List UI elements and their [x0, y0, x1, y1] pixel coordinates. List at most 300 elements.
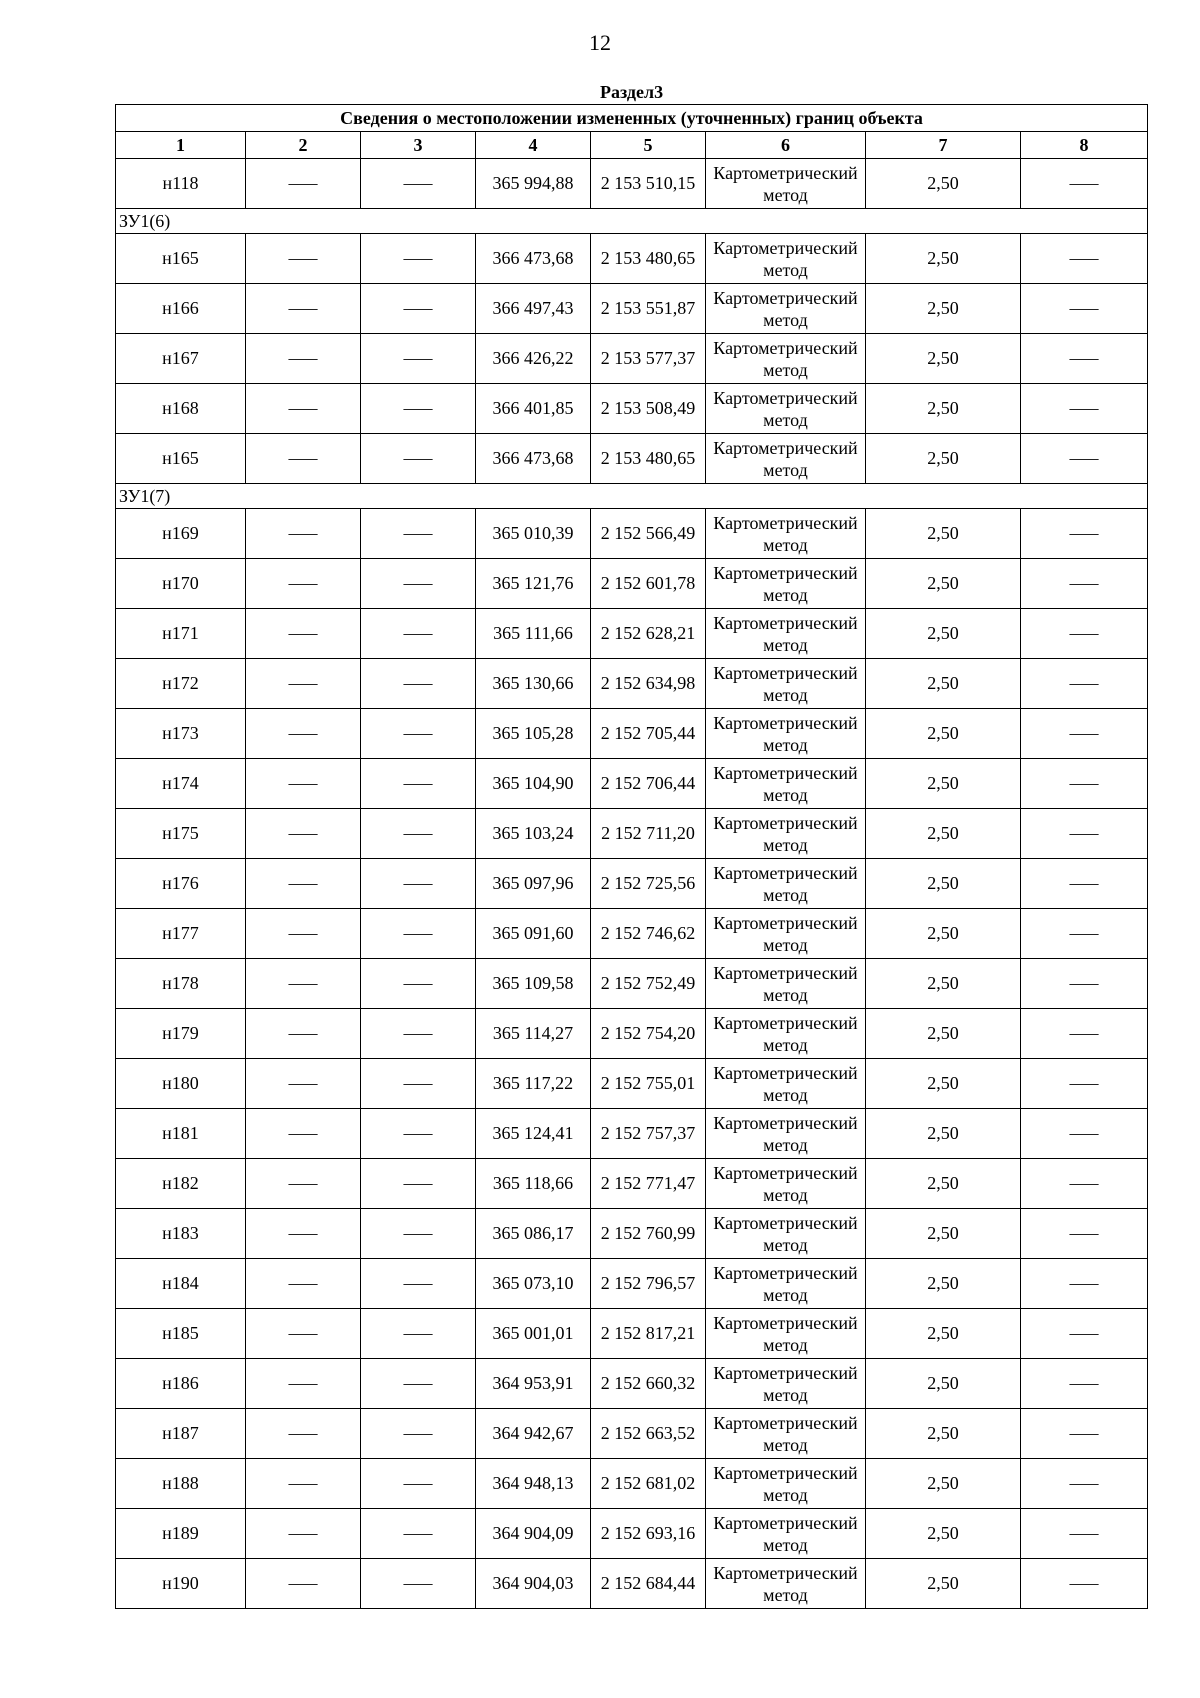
method-cell: Картометрический метод: [706, 1059, 866, 1109]
dash-mark: —: [403, 673, 433, 693]
accuracy-cell: 2,50: [866, 1009, 1021, 1059]
accuracy-cell: 2,50: [866, 434, 1021, 484]
dash-cell: [361, 159, 476, 209]
x-coordinate-cell: 365 091,60: [476, 909, 591, 959]
dash-mark: —: [403, 1023, 433, 1043]
dash-cell: [361, 1259, 476, 1309]
dash-cell: [246, 1459, 361, 1509]
dash-mark: —: [1069, 298, 1099, 318]
dash-cell: [246, 159, 361, 209]
method-cell: Картометрический метод: [706, 1309, 866, 1359]
dash-mark: —: [1069, 723, 1099, 743]
dash-cell: [246, 1009, 361, 1059]
method-cell: Картометрический метод: [706, 1409, 866, 1459]
dash-cell: [246, 234, 361, 284]
table-row: [116, 1059, 1148, 1109]
dash-mark: —: [1069, 1523, 1099, 1543]
dash-cell: [361, 709, 476, 759]
method-cell: Картометрический метод: [706, 809, 866, 859]
x-coordinate-cell: 364 904,09: [476, 1509, 591, 1559]
dash-cell: [246, 1109, 361, 1159]
dash-mark: —: [403, 1073, 433, 1093]
dash-mark: —: [1069, 1373, 1099, 1393]
x-coordinate-cell: 365 097,96: [476, 859, 591, 909]
dash-mark: —: [1069, 448, 1099, 468]
dash-cell: [246, 1059, 361, 1109]
x-coordinate-cell: 365 994,88: [476, 159, 591, 209]
table-row: [116, 1209, 1148, 1259]
dash-cell: [1021, 284, 1148, 334]
table-title: Сведения о местоположении измененных (уточненных) границ объекта: [116, 105, 1148, 132]
dash-cell: [361, 759, 476, 809]
accuracy-cell: 2,50: [866, 959, 1021, 1009]
accuracy-cell: 2,50: [866, 1359, 1021, 1409]
accuracy-cell: 2,50: [866, 234, 1021, 284]
method-cell: Картометрический метод: [706, 609, 866, 659]
dash-mark: —: [403, 448, 433, 468]
dash-mark: —: [288, 723, 318, 743]
method-cell: Картометрический метод: [706, 559, 866, 609]
dash-mark: —: [1069, 523, 1099, 543]
column-header: 5: [591, 132, 706, 159]
point-cell: н190: [116, 1559, 246, 1609]
point-cell: н170: [116, 559, 246, 609]
dash-mark: —: [288, 573, 318, 593]
dash-mark: —: [403, 623, 433, 643]
x-coordinate-cell: 366 473,68: [476, 434, 591, 484]
table-row: [116, 1259, 1148, 1309]
group-header-row: [116, 209, 1148, 234]
y-coordinate-cell: 2 152 566,49: [591, 509, 706, 559]
table-row: [116, 434, 1148, 484]
x-coordinate-cell: 366 497,43: [476, 284, 591, 334]
dash-mark: —: [403, 348, 433, 368]
table-row: [116, 1159, 1148, 1209]
dash-mark: —: [1069, 673, 1099, 693]
dash-mark: —: [288, 623, 318, 643]
dash-mark: —: [288, 873, 318, 893]
point-cell: н181: [116, 1109, 246, 1159]
dash-cell: [246, 659, 361, 709]
table-row: [116, 559, 1148, 609]
method-cell: Картометрический метод: [706, 1259, 866, 1309]
dash-cell: [361, 234, 476, 284]
x-coordinate-cell: 364 904,03: [476, 1559, 591, 1609]
point-cell: н180: [116, 1059, 246, 1109]
dash-mark: —: [1069, 173, 1099, 193]
dash-cell: [361, 1209, 476, 1259]
dash-cell: [246, 434, 361, 484]
accuracy-cell: 2,50: [866, 1459, 1021, 1509]
table-row: [116, 1359, 1148, 1409]
dash-cell: [1021, 1359, 1148, 1409]
x-coordinate-cell: 365 117,22: [476, 1059, 591, 1109]
section-label: Раздел3: [600, 82, 664, 102]
dash-mark: —: [403, 173, 433, 193]
dash-mark: —: [403, 873, 433, 893]
y-coordinate-cell: 2 152 725,56: [591, 859, 706, 909]
dash-mark: —: [288, 1073, 318, 1093]
dash-cell: [246, 1409, 361, 1459]
dash-mark: —: [288, 398, 318, 418]
y-coordinate-cell: 2 152 634,98: [591, 659, 706, 709]
point-cell: н182: [116, 1159, 246, 1209]
table-row: [116, 1409, 1148, 1459]
point-cell: н183: [116, 1209, 246, 1259]
x-coordinate-cell: 364 948,13: [476, 1459, 591, 1509]
dash-cell: [1021, 1459, 1148, 1509]
accuracy-cell: 2,50: [866, 384, 1021, 434]
table-row: [116, 759, 1148, 809]
dash-cell: [246, 709, 361, 759]
dash-cell: [1021, 759, 1148, 809]
dash-cell: [1021, 1309, 1148, 1359]
method-cell: Картометрический метод: [706, 509, 866, 559]
accuracy-cell: 2,50: [866, 1209, 1021, 1259]
dash-cell: [246, 559, 361, 609]
x-coordinate-cell: 365 130,66: [476, 659, 591, 709]
dash-mark: —: [288, 1473, 318, 1493]
y-coordinate-cell: 2 152 684,44: [591, 1559, 706, 1609]
method-cell: Картометрический метод: [706, 1459, 866, 1509]
dash-cell: [361, 559, 476, 609]
point-cell: н179: [116, 1009, 246, 1059]
dash-mark: —: [288, 173, 318, 193]
group-label: ЗУ1(6): [116, 209, 1148, 234]
y-coordinate-cell: 2 152 817,21: [591, 1309, 706, 1359]
dash-mark: —: [288, 1273, 318, 1293]
dash-mark: —: [288, 1373, 318, 1393]
x-coordinate-cell: 365 121,76: [476, 559, 591, 609]
dash-cell: [1021, 1559, 1148, 1609]
dash-mark: —: [288, 1423, 318, 1443]
dash-cell: [1021, 1409, 1148, 1459]
dash-cell: [246, 1509, 361, 1559]
accuracy-cell: 2,50: [866, 1309, 1021, 1359]
y-coordinate-cell: 2 152 760,99: [591, 1209, 706, 1259]
accuracy-cell: 2,50: [866, 909, 1021, 959]
method-cell: Картометрический метод: [706, 1109, 866, 1159]
dash-mark: —: [403, 723, 433, 743]
accuracy-cell: 2,50: [866, 609, 1021, 659]
dash-cell: [361, 1159, 476, 1209]
method-cell: Картометрический метод: [706, 1209, 866, 1259]
column-header: 7: [866, 132, 1021, 159]
dash-cell: [1021, 959, 1148, 1009]
dash-cell: [361, 384, 476, 434]
table-row: [116, 159, 1148, 209]
dash-cell: [361, 334, 476, 384]
dash-cell: [1021, 609, 1148, 659]
dash-mark: —: [1069, 348, 1099, 368]
dash-mark: —: [403, 1573, 433, 1593]
dash-cell: [1021, 234, 1148, 284]
dash-cell: [1021, 1509, 1148, 1559]
dash-mark: —: [403, 773, 433, 793]
accuracy-cell: 2,50: [866, 709, 1021, 759]
method-cell: Картометрический метод: [706, 909, 866, 959]
point-cell: н169: [116, 509, 246, 559]
dash-mark: —: [288, 248, 318, 268]
dash-mark: —: [1069, 1073, 1099, 1093]
y-coordinate-cell: 2 153 577,37: [591, 334, 706, 384]
table-row: [116, 859, 1148, 909]
accuracy-cell: 2,50: [866, 809, 1021, 859]
dash-cell: [361, 909, 476, 959]
dash-mark: —: [403, 1523, 433, 1543]
method-cell: Картометрический метод: [706, 759, 866, 809]
group-label: ЗУ1(7): [116, 484, 1148, 509]
dash-mark: —: [288, 1223, 318, 1243]
y-coordinate-cell: 2 152 755,01: [591, 1059, 706, 1109]
point-cell: н166: [116, 284, 246, 334]
dash-mark: —: [1069, 1123, 1099, 1143]
column-header-row: [116, 132, 1148, 159]
column-header: 1: [116, 132, 246, 159]
point-cell: н177: [116, 909, 246, 959]
y-coordinate-cell: 2 153 480,65: [591, 234, 706, 284]
x-coordinate-cell: 366 426,22: [476, 334, 591, 384]
table-row: [116, 234, 1148, 284]
dash-mark: —: [288, 773, 318, 793]
dash-cell: [1021, 1209, 1148, 1259]
dash-cell: [246, 384, 361, 434]
x-coordinate-cell: 364 942,67: [476, 1409, 591, 1459]
y-coordinate-cell: 2 152 705,44: [591, 709, 706, 759]
dash-cell: [246, 1209, 361, 1259]
dash-cell: [1021, 909, 1148, 959]
dash-cell: [246, 809, 361, 859]
dash-cell: [246, 1259, 361, 1309]
y-coordinate-cell: 2 153 510,15: [591, 159, 706, 209]
dash-mark: —: [403, 1373, 433, 1393]
method-cell: Картометрический метод: [706, 384, 866, 434]
accuracy-cell: 2,50: [866, 859, 1021, 909]
accuracy-cell: 2,50: [866, 334, 1021, 384]
y-coordinate-cell: 2 152 706,44: [591, 759, 706, 809]
dash-mark: —: [403, 1323, 433, 1343]
table-row: [116, 1009, 1148, 1059]
dash-cell: [246, 1309, 361, 1359]
dash-cell: [1021, 559, 1148, 609]
point-cell: н167: [116, 334, 246, 384]
dash-mark: —: [1069, 573, 1099, 593]
accuracy-cell: 2,50: [866, 659, 1021, 709]
x-coordinate-cell: 365 105,28: [476, 709, 591, 759]
dash-cell: [246, 1159, 361, 1209]
dash-mark: —: [288, 973, 318, 993]
method-cell: Картометрический метод: [706, 1009, 866, 1059]
method-cell: Картометрический метод: [706, 1559, 866, 1609]
accuracy-cell: 2,50: [866, 1559, 1021, 1609]
dash-mark: —: [403, 1273, 433, 1293]
dash-cell: [246, 1559, 361, 1609]
dash-cell: [361, 609, 476, 659]
point-cell: н178: [116, 959, 246, 1009]
table-body: [116, 159, 1148, 1609]
dash-mark: —: [403, 573, 433, 593]
method-cell: Картометрический метод: [706, 1159, 866, 1209]
dash-mark: —: [403, 248, 433, 268]
x-coordinate-cell: 366 473,68: [476, 234, 591, 284]
point-cell: н189: [116, 1509, 246, 1559]
point-cell: н176: [116, 859, 246, 909]
boundary-coordinates-table: [115, 80, 1148, 1609]
dash-mark: —: [1069, 823, 1099, 843]
dash-cell: [1021, 1109, 1148, 1159]
dash-mark: —: [288, 523, 318, 543]
accuracy-cell: 2,50: [866, 1059, 1021, 1109]
accuracy-cell: 2,50: [866, 284, 1021, 334]
dash-cell: [246, 1359, 361, 1409]
x-coordinate-cell: 365 111,66: [476, 609, 591, 659]
method-cell: Картометрический метод: [706, 434, 866, 484]
method-cell: Картометрический метод: [706, 159, 866, 209]
x-coordinate-cell: 365 010,39: [476, 509, 591, 559]
dash-mark: —: [403, 1223, 433, 1243]
dash-mark: —: [1069, 623, 1099, 643]
dash-cell: [246, 909, 361, 959]
method-cell: Картометрический метод: [706, 234, 866, 284]
y-coordinate-cell: 2 152 746,62: [591, 909, 706, 959]
dash-cell: [1021, 1159, 1148, 1209]
dash-cell: [361, 1109, 476, 1159]
dash-mark: —: [403, 1423, 433, 1443]
dash-cell: [361, 1359, 476, 1409]
dash-mark: —: [403, 1173, 433, 1193]
dash-mark: —: [1069, 1223, 1099, 1243]
table-row: [116, 334, 1148, 384]
method-cell: Картометрический метод: [706, 334, 866, 384]
dash-cell: [1021, 159, 1148, 209]
dash-cell: [361, 1409, 476, 1459]
y-coordinate-cell: 2 152 752,49: [591, 959, 706, 1009]
accuracy-cell: 2,50: [866, 1509, 1021, 1559]
dash-cell: [1021, 809, 1148, 859]
dash-cell: [1021, 659, 1148, 709]
dash-cell: [361, 1459, 476, 1509]
dash-mark: —: [1069, 1023, 1099, 1043]
dash-mark: —: [403, 823, 433, 843]
group-header-row: [116, 484, 1148, 509]
dash-cell: [361, 1309, 476, 1359]
y-coordinate-cell: 2 152 681,02: [591, 1459, 706, 1509]
y-coordinate-cell: 2 152 660,32: [591, 1359, 706, 1409]
dash-mark: —: [1069, 1473, 1099, 1493]
point-cell: н184: [116, 1259, 246, 1309]
dash-cell: [361, 959, 476, 1009]
table-row: [116, 809, 1148, 859]
dash-mark: —: [1069, 773, 1099, 793]
dash-mark: —: [288, 1123, 318, 1143]
dash-cell: [1021, 434, 1148, 484]
y-coordinate-cell: 2 152 711,20: [591, 809, 706, 859]
x-coordinate-cell: 365 124,41: [476, 1109, 591, 1159]
x-coordinate-cell: 365 001,01: [476, 1309, 591, 1359]
accuracy-cell: 2,50: [866, 759, 1021, 809]
x-coordinate-cell: 365 114,27: [476, 1009, 591, 1059]
x-coordinate-cell: 365 086,17: [476, 1209, 591, 1259]
dash-cell: [246, 509, 361, 559]
dash-mark: —: [1069, 1173, 1099, 1193]
dash-cell: [361, 1009, 476, 1059]
dash-mark: —: [1069, 1423, 1099, 1443]
dash-cell: [361, 509, 476, 559]
dash-cell: [1021, 859, 1148, 909]
y-coordinate-cell: 2 153 480,65: [591, 434, 706, 484]
y-coordinate-cell: 2 152 601,78: [591, 559, 706, 609]
x-coordinate-cell: 364 953,91: [476, 1359, 591, 1409]
accuracy-cell: 2,50: [866, 509, 1021, 559]
y-coordinate-cell: 2 153 508,49: [591, 384, 706, 434]
y-coordinate-cell: 2 152 757,37: [591, 1109, 706, 1159]
point-cell: н171: [116, 609, 246, 659]
column-header: 8: [1021, 132, 1148, 159]
dash-mark: —: [1069, 923, 1099, 943]
dash-mark: —: [288, 1323, 318, 1343]
dash-cell: [361, 659, 476, 709]
point-cell: н187: [116, 1409, 246, 1459]
y-coordinate-cell: 2 152 754,20: [591, 1009, 706, 1059]
y-coordinate-cell: 2 152 796,57: [591, 1259, 706, 1309]
method-cell: Картометрический метод: [706, 859, 866, 909]
point-cell: н165: [116, 434, 246, 484]
y-coordinate-cell: 2 152 693,16: [591, 1509, 706, 1559]
accuracy-cell: 2,50: [866, 1109, 1021, 1159]
dash-mark: —: [288, 923, 318, 943]
table-row: [116, 709, 1148, 759]
dash-cell: [246, 759, 361, 809]
point-cell: н118: [116, 159, 246, 209]
table-row: [116, 284, 1148, 334]
dash-mark: —: [403, 973, 433, 993]
dash-mark: —: [1069, 1273, 1099, 1293]
dash-mark: —: [288, 298, 318, 318]
y-coordinate-cell: 2 152 628,21: [591, 609, 706, 659]
column-header: 4: [476, 132, 591, 159]
dash-mark: —: [288, 673, 318, 693]
method-cell: Картометрический метод: [706, 1509, 866, 1559]
dash-mark: —: [1069, 1323, 1099, 1343]
dash-cell: [361, 1559, 476, 1609]
dash-cell: [361, 1509, 476, 1559]
dash-mark: —: [1069, 973, 1099, 993]
table-row: [116, 509, 1148, 559]
point-cell: н185: [116, 1309, 246, 1359]
dash-cell: [1021, 1059, 1148, 1109]
point-cell: н165: [116, 234, 246, 284]
y-coordinate-cell: 2 153 551,87: [591, 284, 706, 334]
method-cell: Картометрический метод: [706, 709, 866, 759]
table-row: [116, 1309, 1148, 1359]
table-row: [116, 959, 1148, 1009]
dash-mark: —: [403, 523, 433, 543]
dash-cell: [246, 859, 361, 909]
dash-cell: [1021, 384, 1148, 434]
dash-cell: [246, 334, 361, 384]
dash-cell: [1021, 709, 1148, 759]
dash-cell: [361, 1059, 476, 1109]
point-cell: н186: [116, 1359, 246, 1409]
accuracy-cell: 2,50: [866, 159, 1021, 209]
table-row: [116, 1509, 1148, 1559]
point-cell: н175: [116, 809, 246, 859]
x-coordinate-cell: 365 104,90: [476, 759, 591, 809]
dash-mark: —: [403, 1123, 433, 1143]
dash-cell: [361, 284, 476, 334]
column-header: 3: [361, 132, 476, 159]
table-row: [116, 609, 1148, 659]
